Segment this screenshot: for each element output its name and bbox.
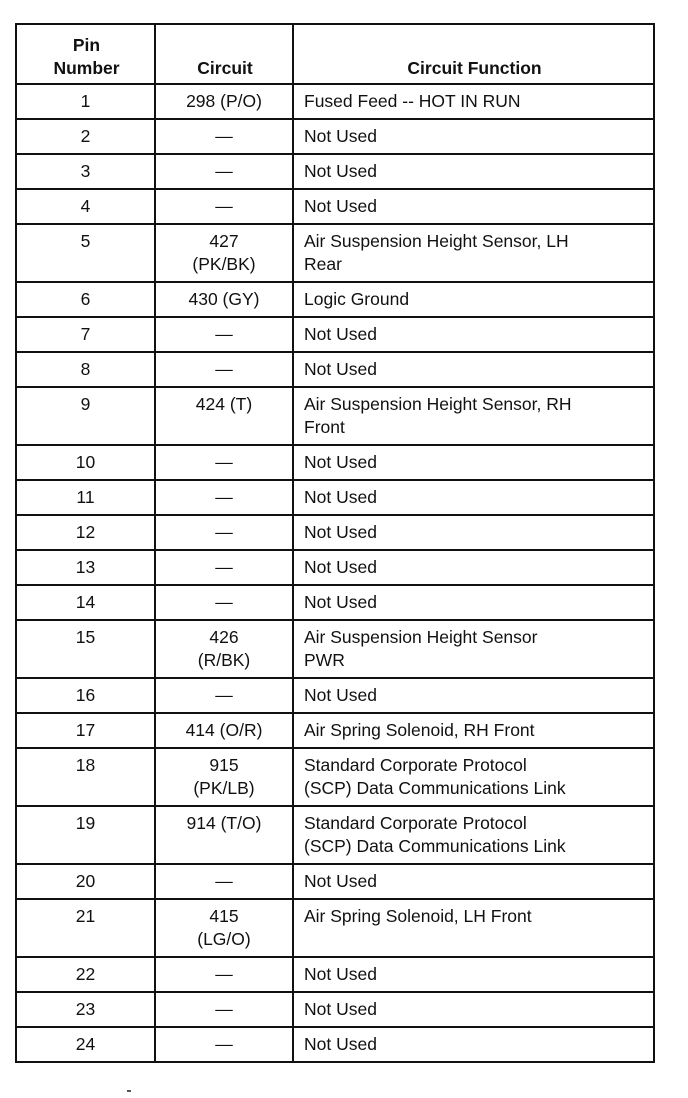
table-row: [16, 806, 654, 864]
table-header-row: [16, 24, 654, 84]
circuit-cell: —: [155, 119, 293, 154]
table-body: [16, 84, 654, 1062]
circuit-function-cell: Not Used: [293, 445, 654, 480]
pin-number-cell: 4: [16, 189, 155, 224]
table-row: [16, 620, 654, 678]
pin-number-cell: 8: [16, 352, 155, 387]
table-row: [16, 224, 654, 282]
pin-number-cell: 12: [16, 515, 155, 550]
table-row: [16, 387, 654, 445]
pin-number-cell: 15: [16, 620, 155, 678]
circuit-cell: —: [155, 678, 293, 713]
pin-number-cell: 22: [16, 957, 155, 992]
circuit-cell: 415 (LG/O): [155, 899, 293, 957]
circuit-cell: —: [155, 317, 293, 352]
circuit-function-cell: Air Suspension Height Sensor, LH Rear: [293, 224, 654, 282]
circuit-cell: 414 (O/R): [155, 713, 293, 748]
table-row: [16, 189, 654, 224]
table-row: [16, 992, 654, 1027]
circuit-function-cell: Not Used: [293, 550, 654, 585]
pin-number-cell: 16: [16, 678, 155, 713]
circuit-function-cell: Logic Ground: [293, 282, 654, 317]
pin-number-cell: 2: [16, 119, 155, 154]
table-row: [16, 515, 654, 550]
pin-number-cell: 1: [16, 84, 155, 119]
circuit-cell: —: [155, 864, 293, 899]
pin-number-cell: 23: [16, 992, 155, 1027]
table-row: [16, 282, 654, 317]
pin-number-cell: 13: [16, 550, 155, 585]
circuit-cell: —: [155, 957, 293, 992]
table-row: [16, 84, 654, 119]
circuit-function-cell: Not Used: [293, 992, 654, 1027]
table-row: [16, 317, 654, 352]
circuit-function-cell: Air Spring Solenoid, LH Front: [293, 899, 654, 957]
circuit-function-cell: Air Spring Solenoid, RH Front: [293, 713, 654, 748]
circuit-function-cell: Not Used: [293, 957, 654, 992]
circuit-function-cell: Not Used: [293, 154, 654, 189]
circuit-cell: —: [155, 992, 293, 1027]
circuit-function-cell: Not Used: [293, 480, 654, 515]
pin-number-cell: 20: [16, 864, 155, 899]
circuit-cell: —: [155, 550, 293, 585]
table-row: [16, 585, 654, 620]
pin-number-cell: 24: [16, 1027, 155, 1062]
circuit-cell: 914 (T/O): [155, 806, 293, 864]
header-circuit: Circuit: [155, 24, 293, 84]
circuit-cell: 424 (T): [155, 387, 293, 445]
circuit-cell: 426 (R/BK): [155, 620, 293, 678]
table-row: [16, 445, 654, 480]
circuit-cell: —: [155, 352, 293, 387]
pin-number-cell: 6: [16, 282, 155, 317]
table-row: [16, 957, 654, 992]
pin-number-cell: 11: [16, 480, 155, 515]
stray-print-mark: [127, 1090, 131, 1092]
pin-number-cell: 17: [16, 713, 155, 748]
circuit-function-cell: Fused Feed -- HOT IN RUN: [293, 84, 654, 119]
circuit-function-cell: Not Used: [293, 352, 654, 387]
circuit-cell: —: [155, 154, 293, 189]
table-row: [16, 713, 654, 748]
circuit-cell: —: [155, 445, 293, 480]
circuit-function-cell: Air Suspension Height Sensor, RH Front: [293, 387, 654, 445]
circuit-function-cell: Not Used: [293, 1027, 654, 1062]
circuit-function-cell: Not Used: [293, 864, 654, 899]
circuit-cell: —: [155, 515, 293, 550]
circuit-cell: —: [155, 189, 293, 224]
pin-number-cell: 19: [16, 806, 155, 864]
circuit-function-cell: Not Used: [293, 585, 654, 620]
header-circuit-function: Circuit Function: [293, 24, 654, 84]
circuit-function-cell: Standard Corporate Protocol (SCP) Data Communications Link: [293, 748, 654, 806]
table-row: [16, 352, 654, 387]
pin-assignment-table: [15, 23, 655, 1063]
circuit-function-cell: Not Used: [293, 515, 654, 550]
pin-number-cell: 10: [16, 445, 155, 480]
pin-number-cell: 9: [16, 387, 155, 445]
table-row: [16, 1027, 654, 1062]
circuit-function-cell: Air Suspension Height Sensor PWR: [293, 620, 654, 678]
table-row: [16, 550, 654, 585]
table-row: [16, 480, 654, 515]
circuit-function-cell: Not Used: [293, 189, 654, 224]
circuit-cell: 298 (P/O): [155, 84, 293, 119]
circuit-cell: 915 (PK/LB): [155, 748, 293, 806]
table-row: [16, 864, 654, 899]
header-pin-number: Pin Number: [16, 24, 155, 84]
table-row: [16, 748, 654, 806]
circuit-cell: 427 (PK/BK): [155, 224, 293, 282]
circuit-cell: —: [155, 1027, 293, 1062]
table-row: [16, 899, 654, 957]
pin-number-cell: 18: [16, 748, 155, 806]
circuit-function-cell: Not Used: [293, 317, 654, 352]
pin-number-cell: 3: [16, 154, 155, 189]
pin-number-cell: 7: [16, 317, 155, 352]
pin-number-cell: 21: [16, 899, 155, 957]
circuit-function-cell: Not Used: [293, 119, 654, 154]
circuit-function-cell: Not Used: [293, 678, 654, 713]
circuit-cell: —: [155, 585, 293, 620]
table-row: [16, 119, 654, 154]
circuit-cell: 430 (GY): [155, 282, 293, 317]
circuit-cell: —: [155, 480, 293, 515]
table-row: [16, 678, 654, 713]
circuit-function-cell: Standard Corporate Protocol (SCP) Data Communications Link: [293, 806, 654, 864]
table-row: [16, 154, 654, 189]
pin-number-cell: 14: [16, 585, 155, 620]
pin-number-cell: 5: [16, 224, 155, 282]
